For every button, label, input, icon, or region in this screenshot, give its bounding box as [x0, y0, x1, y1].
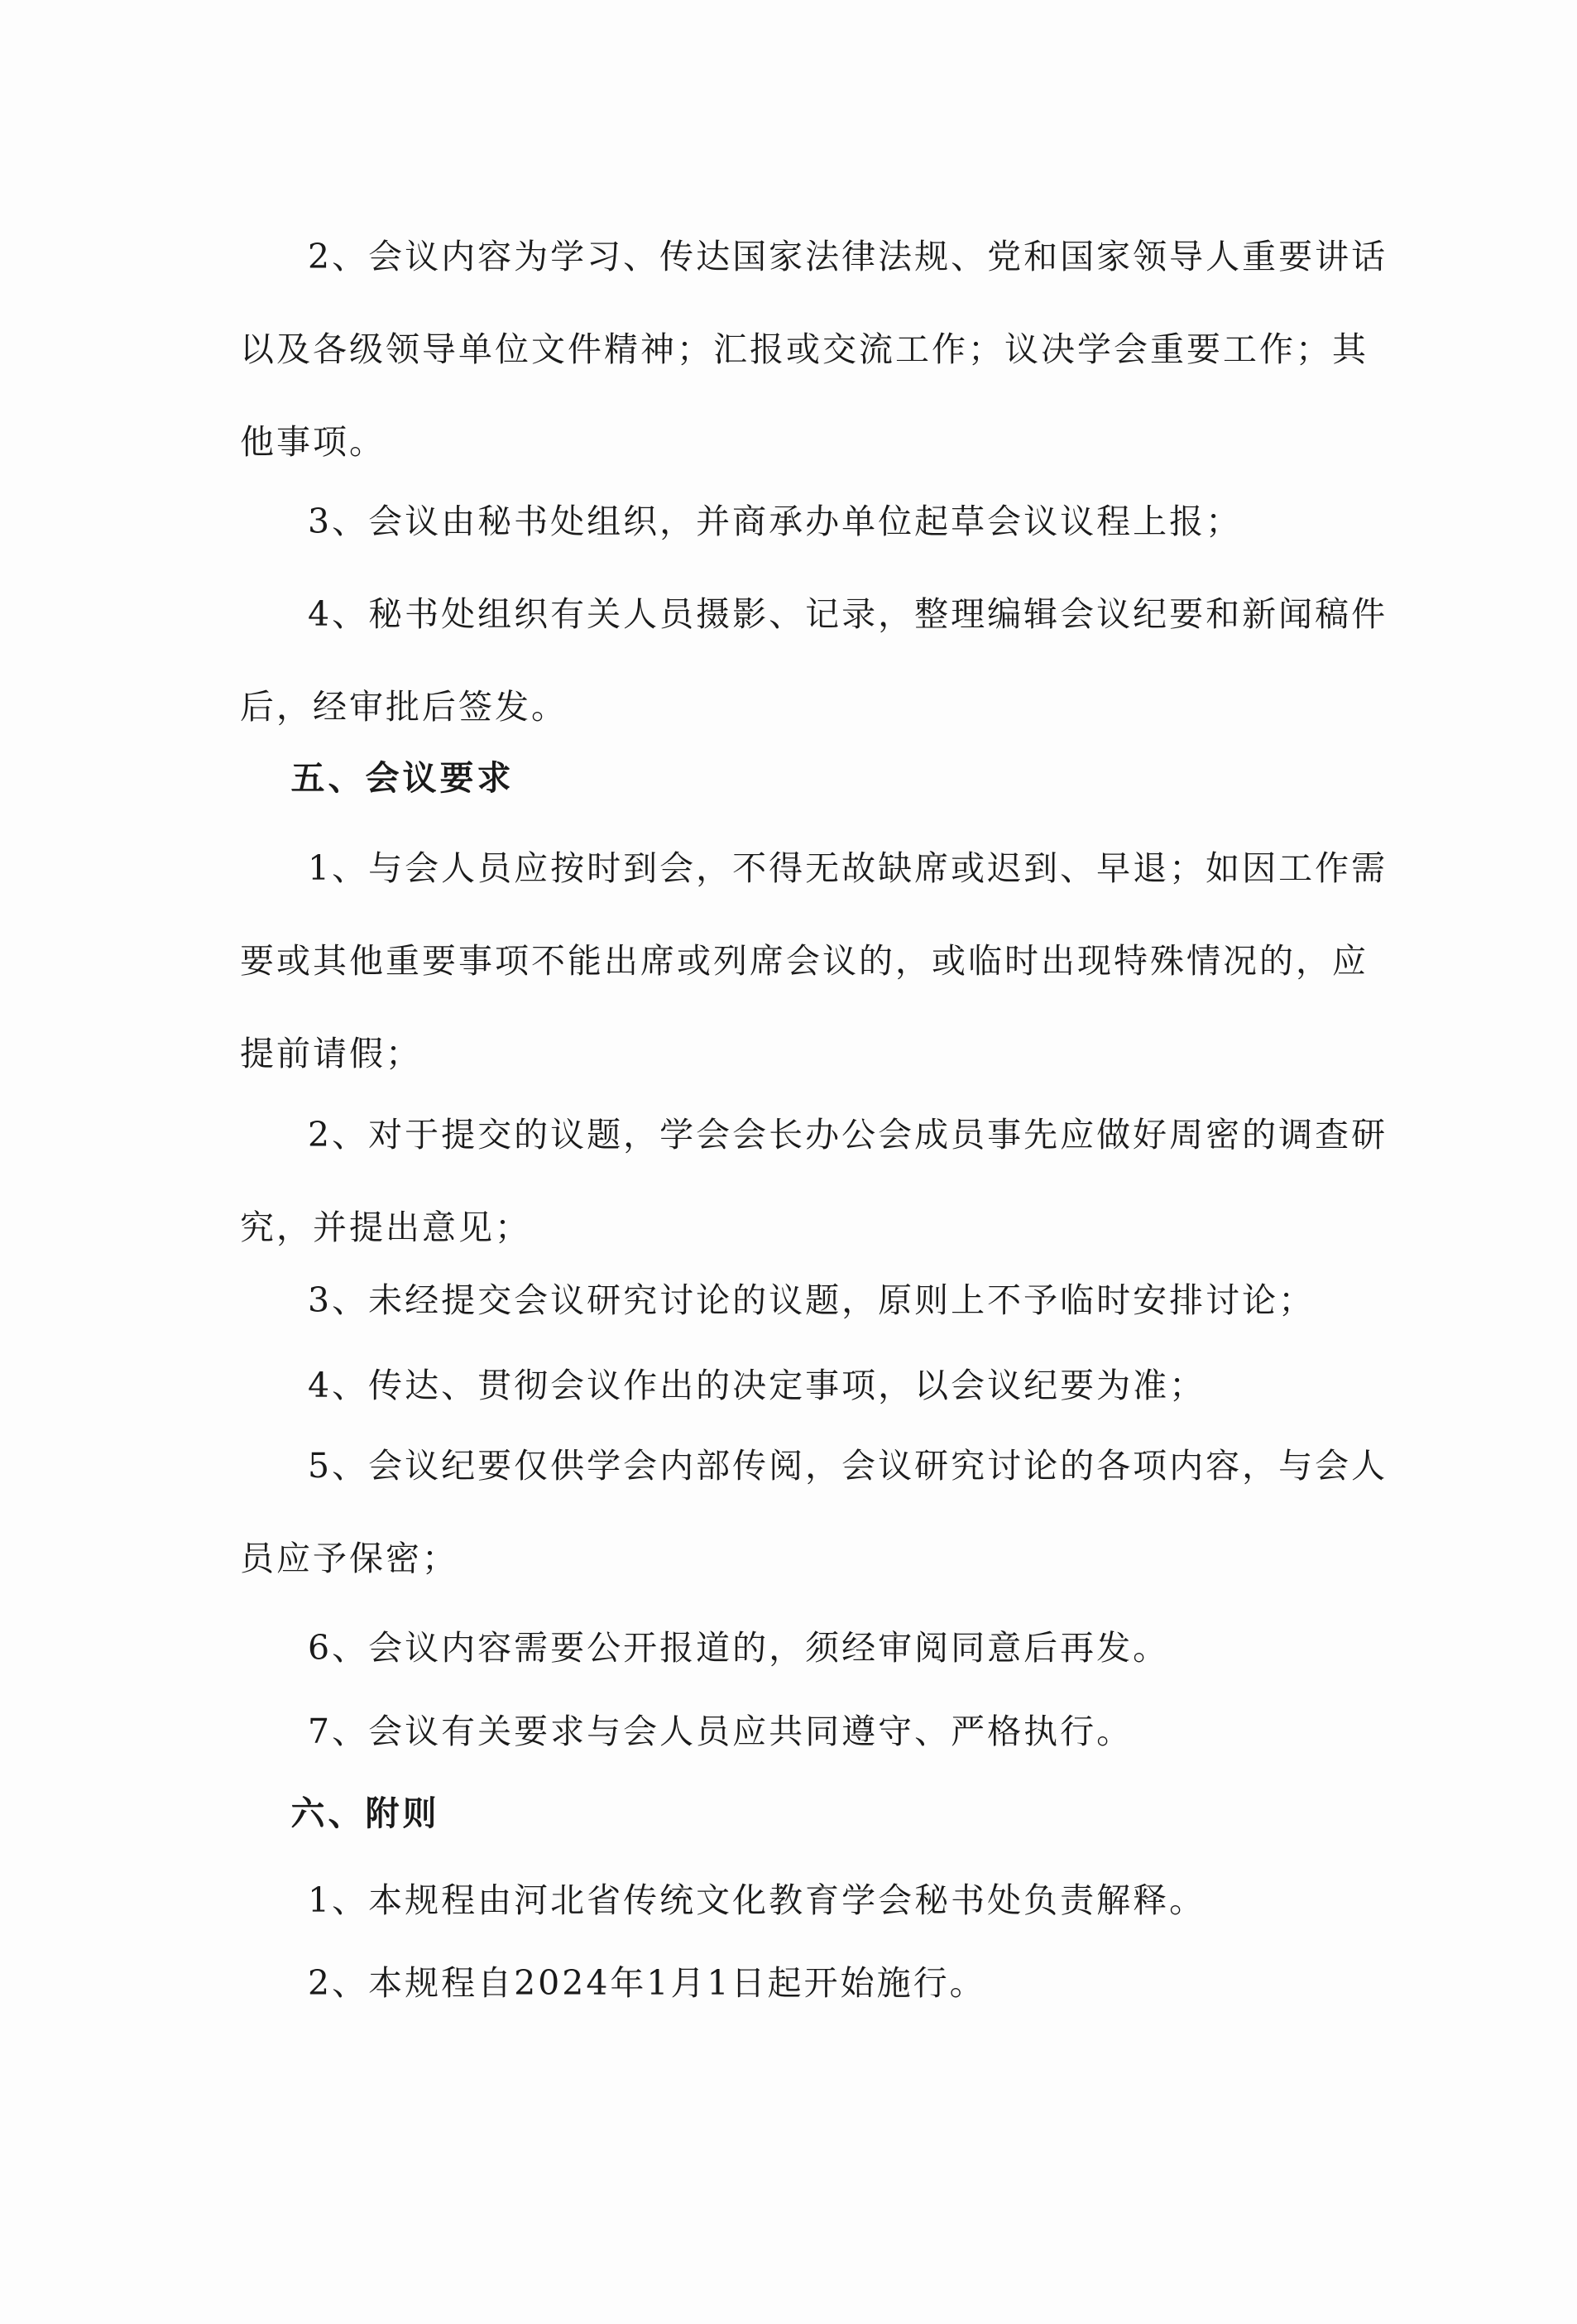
paragraph: 2、本规程自2024年1月1日起开始施行。 [308, 1963, 986, 2003]
paragraph: 6、会议内容需要公开报道的，须经审阅同意后再发。 [308, 1628, 1170, 1668]
section4-item-2 [240, 210, 1390, 488]
paragraph: 2、对于提交的议题，学会会长办公会成员事先应做好周密的调查研究，并提出意见； [240, 1115, 1388, 1247]
paragraph: 5、会议纪要仅供学会内部传阅，会议研究讨论的各项内容，与会人员应予保密； [240, 1446, 1388, 1578]
paragraph: 3、未经提交会议研究讨论的议题，原则上不予临时安排讨论； [308, 1280, 1316, 1320]
section4-item-4 [240, 568, 1390, 753]
section5-item-5 [240, 1419, 1390, 1605]
paragraph: 2、会议内容为学习、传达国家法律法规、党和国家领导人重要讲话以及各级领导单位文件精神；汇报或交流工作；议决学会重要工作；其他事项。 [240, 237, 1388, 462]
paragraph: 1、与会人员应按时到会，不得无故缺席或迟到、早退；如因工作需要或其他重要事项不能出席或列席会议的，或临时出现特殊情况的，应提前请假； [240, 848, 1388, 1073]
section5-item-1 [240, 822, 1390, 1100]
section5-item-6 [240, 1601, 1390, 1694]
section6-item-1 [240, 1854, 1390, 1947]
section5-heading-block [240, 732, 1390, 824]
paragraph: 4、传达、贯彻会议作出的决定事项，以会议纪要为准； [308, 1366, 1206, 1405]
section5-item-2 [240, 1088, 1390, 1274]
section-heading: 五、会议要求 [290, 758, 515, 798]
section6-item-2 [240, 1937, 1390, 2029]
section5-item-4 [240, 1339, 1390, 1432]
paragraph: 1、本规程由河北省传统文化教育学会秘书处负责解释。 [308, 1880, 1206, 1920]
section5-item-7 [240, 1685, 1390, 1778]
section-heading: 六、附则 [290, 1793, 440, 1833]
paragraph: 4、秘书处组织有关人员摄影、记录，整理编辑会议纪要和新闻稿件后，经审批后签发。 [240, 594, 1388, 727]
section6-heading-block [240, 1767, 1390, 1860]
section5-item-3 [240, 1254, 1390, 1347]
paragraph: 3、会议由秘书处组织，并商承办单位起草会议议程上报； [308, 502, 1243, 541]
paragraph: 7、会议有关要求与会人员应共同遵守、严格执行。 [308, 1712, 1134, 1751]
section4-item-3 [240, 475, 1390, 568]
